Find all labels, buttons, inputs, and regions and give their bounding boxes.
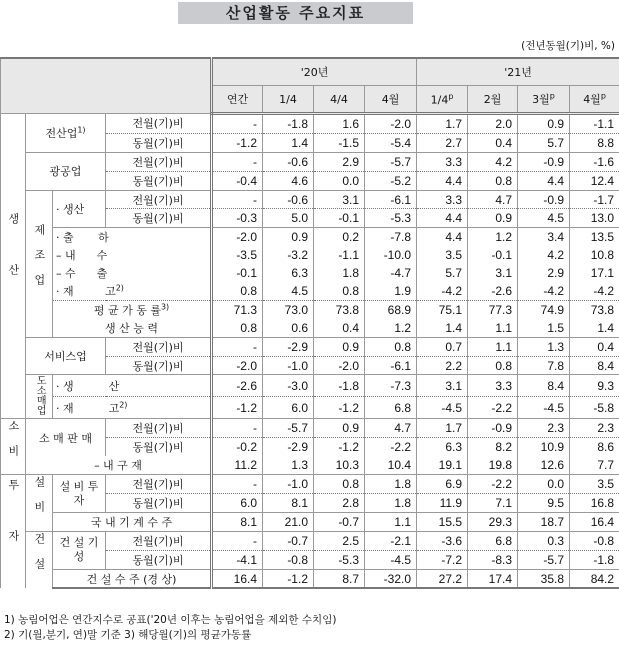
value-cell: 0.0 <box>314 171 365 190</box>
value-cell: 16.4 <box>212 569 263 588</box>
label-mom: 전월(기)비 <box>106 190 212 209</box>
value-cell: 1.7 <box>417 419 468 438</box>
label-yoy: 동월(기)비 <box>106 171 212 190</box>
value-cell: 4.4 <box>417 171 468 190</box>
value-cell: 4.4 <box>518 171 570 190</box>
value-cell: 4.7 <box>365 419 417 438</box>
value-cell: -6.1 <box>365 190 417 209</box>
value-cell: 1.8 <box>365 494 417 513</box>
value-cell: 0.6 <box>263 319 314 337</box>
value-cell: 0.9 <box>314 337 365 356</box>
value-cell: 8.6 <box>570 438 619 456</box>
table-row <box>1 152 619 171</box>
value-cell: 35.8 <box>518 569 570 588</box>
value-cell: 1.4 <box>263 133 314 152</box>
value-cell: -7.3 <box>365 375 417 397</box>
value-cell: -0.1 <box>468 246 518 264</box>
label-utilization: 평 균 가 동 률$^{3)}$ <box>53 300 212 318</box>
label-mining-manufacturing: 광공업 <box>26 152 106 190</box>
label-all-industry: 전산업$^{1)}$ <box>26 114 106 153</box>
value-cell: -0.9 <box>518 190 570 209</box>
value-cell: -0.1 <box>314 209 365 228</box>
label-wholesale-retail: 도소매업 <box>26 375 53 419</box>
value-cell: 0.7 <box>417 337 468 356</box>
column-header: 4월$^p$ <box>570 86 619 114</box>
value-cell: -3.6 <box>417 531 468 550</box>
label-facility: 설비 <box>26 475 53 532</box>
value-cell: 5.7 <box>518 133 570 152</box>
value-cell: 0.8 <box>468 356 518 375</box>
value-cell: -2.0 <box>365 114 417 134</box>
value-cell: 1.7 <box>417 114 468 134</box>
value-cell: 4.2 <box>468 152 518 171</box>
label-export: – 수 출 <box>53 264 212 282</box>
value-cell: 6.3 <box>263 264 314 282</box>
header-year-2021: '21년 <box>417 58 619 86</box>
value-cell: 2.8 <box>314 494 365 513</box>
value-cell: 1.8 <box>314 264 365 282</box>
label-yoy: 동월(기)비 <box>106 494 212 513</box>
table-row <box>1 419 619 438</box>
value-cell: 0.8 <box>212 282 263 300</box>
table-row <box>1 512 619 531</box>
column-header: 1/4$^p$ <box>417 86 468 114</box>
value-cell: -32.0 <box>365 569 417 588</box>
value-cell: 9.3 <box>570 375 619 397</box>
value-cell: -1.1 <box>314 246 365 264</box>
value-cell: -1.8 <box>570 550 619 569</box>
value-cell: 8.4 <box>518 375 570 397</box>
table-row <box>1 282 619 300</box>
value-cell: 5.0 <box>263 209 314 228</box>
value-cell: 19.8 <box>468 456 518 474</box>
label-mom: 전월(기)비 <box>106 419 212 438</box>
label-wr-inventory: · 재 고$^{2)}$ <box>53 397 212 419</box>
unit-label: (전년동월(기)비, %) <box>521 40 615 52</box>
value-cell: -4.1 <box>212 550 263 569</box>
value-cell: 1.4 <box>417 319 468 337</box>
value-cell: 7.1 <box>468 494 518 513</box>
label-retail-sales: 소 매 판 매 <box>26 419 106 456</box>
value-cell: 75.1 <box>417 300 468 318</box>
value-cell: 8.1 <box>263 494 314 513</box>
value-cell: 0.9 <box>314 419 365 438</box>
value-cell: -6.1 <box>365 356 417 375</box>
value-cell: 3.5 <box>570 475 619 494</box>
value-cell: 11.9 <box>417 494 468 513</box>
value-cell: 2.2 <box>417 356 468 375</box>
value-cell: 0.8 <box>314 282 365 300</box>
value-cell: 0.0 <box>518 475 570 494</box>
value-cell: 77.3 <box>468 300 518 318</box>
value-cell: 3.3 <box>417 190 468 209</box>
value-cell: 1.1 <box>365 512 417 531</box>
value-cell: 0.4 <box>314 319 365 337</box>
table-row <box>1 228 619 246</box>
table-row <box>1 456 619 474</box>
label-domestic: – 내 수 <box>53 246 212 264</box>
page-title: 산업활동 주요지표 <box>178 2 413 24</box>
value-cell: 5.7 <box>417 264 468 282</box>
value-cell: -0.4 <box>212 171 263 190</box>
table-row <box>1 246 619 264</box>
value-cell: -4.2 <box>518 282 570 300</box>
value-cell: -4.7 <box>365 264 417 282</box>
value-cell: 73.8 <box>314 300 365 318</box>
value-cell: 1.2 <box>365 319 417 337</box>
value-cell: -5.3 <box>314 550 365 569</box>
value-cell: 0.9 <box>263 228 314 246</box>
value-cell: 2.0 <box>468 114 518 134</box>
value-cell: -1.8 <box>263 114 314 134</box>
value-cell: 1.8 <box>365 475 417 494</box>
label-construction: 건설 <box>26 531 53 588</box>
value-cell: -1.8 <box>314 375 365 397</box>
value-cell: -1.6 <box>570 152 619 171</box>
value-cell: 4.6 <box>263 171 314 190</box>
value-cell: -4.5 <box>365 550 417 569</box>
label-machinery-orders: 국 내 기 계 수 주 <box>53 512 212 531</box>
value-cell: 3.4 <box>518 228 570 246</box>
value-cell: 3.1 <box>468 264 518 282</box>
value-cell: - <box>212 531 263 550</box>
value-cell: 1.1 <box>468 319 518 337</box>
value-cell: 0.8 <box>468 171 518 190</box>
value-cell: 4.5 <box>263 282 314 300</box>
value-cell: -5.4 <box>365 133 417 152</box>
value-cell: 0.4 <box>570 337 619 356</box>
table-row <box>1 375 619 397</box>
label-construction-completed: 건 설 기 성 <box>53 531 106 569</box>
value-cell: - <box>212 419 263 438</box>
table-row <box>1 475 619 494</box>
value-cell: 1.3 <box>518 337 570 356</box>
value-cell: 3.3 <box>417 152 468 171</box>
label-yoy: 동월(기)비 <box>106 438 212 456</box>
value-cell: 1.3 <box>263 456 314 474</box>
value-cell: 4.2 <box>518 246 570 264</box>
value-cell: -8.3 <box>468 550 518 569</box>
value-cell: -1.2 <box>263 569 314 588</box>
value-cell: -2.0 <box>212 356 263 375</box>
label-manufacturing: 제조업 <box>26 190 53 337</box>
value-cell: -5.7 <box>365 152 417 171</box>
label-mfg-production: · 생산 <box>53 190 106 228</box>
value-cell: -0.8 <box>263 550 314 569</box>
value-cell: -1.0 <box>263 475 314 494</box>
value-cell: 1.1 <box>468 337 518 356</box>
value-cell: - <box>212 114 263 134</box>
footnote-2: 2) 기(월,분기, 연)말 기준 3) 해당월(기)의 평균가동률 <box>4 629 252 641</box>
value-cell: 6.3 <box>417 438 468 456</box>
value-cell: 1.4 <box>570 319 619 337</box>
value-cell: -5.8 <box>570 397 619 419</box>
label-mom: 전월(기)비 <box>106 114 212 134</box>
value-cell: 6.8 <box>365 397 417 419</box>
value-cell: 3.1 <box>417 375 468 397</box>
table-row <box>1 531 619 550</box>
value-cell: 4.7 <box>468 190 518 209</box>
value-cell: -0.9 <box>518 152 570 171</box>
value-cell: 10.9 <box>518 438 570 456</box>
column-header: 4월 <box>365 86 417 114</box>
indicators-table <box>0 57 619 589</box>
value-cell: -2.2 <box>365 438 417 456</box>
column-header: 1/4 <box>263 86 314 114</box>
value-cell: 6.0 <box>212 494 263 513</box>
value-cell: 3.5 <box>417 246 468 264</box>
value-cell: -0.7 <box>314 512 365 531</box>
value-cell: 7.7 <box>570 456 619 474</box>
value-cell: 0.9 <box>518 114 570 134</box>
value-cell: -5.7 <box>518 550 570 569</box>
value-cell: -2.1 <box>365 531 417 550</box>
table-row <box>1 114 619 134</box>
value-cell: -2.2 <box>468 397 518 419</box>
value-cell: 1.5 <box>518 319 570 337</box>
value-cell: -1.5 <box>314 133 365 152</box>
table-row <box>1 190 619 209</box>
value-cell: 2.3 <box>570 419 619 438</box>
label-inventory: · 재 고$^{2)}$ <box>53 282 212 300</box>
value-cell: - <box>212 152 263 171</box>
label-shipment: · 출 하 <box>53 228 212 246</box>
value-cell: 2.7 <box>417 133 468 152</box>
value-cell: -3.2 <box>263 246 314 264</box>
value-cell: 0.8 <box>314 475 365 494</box>
value-cell: 4.4 <box>417 228 468 246</box>
value-cell: 19.1 <box>417 456 468 474</box>
value-cell: 71.3 <box>212 300 263 318</box>
value-cell: 8.1 <box>212 512 263 531</box>
value-cell: -7.2 <box>417 550 468 569</box>
value-cell: -0.9 <box>468 419 518 438</box>
value-cell: -1.2 <box>212 397 263 419</box>
value-cell: 13.0 <box>570 209 619 228</box>
value-cell: -0.3 <box>212 209 263 228</box>
value-cell: 11.2 <box>212 456 263 474</box>
label-yoy: 동월(기)비 <box>106 550 212 569</box>
value-cell: 2.9 <box>518 264 570 282</box>
value-cell: -5.3 <box>365 209 417 228</box>
value-cell: 68.9 <box>365 300 417 318</box>
value-cell: 0.9 <box>468 209 518 228</box>
value-cell: -1.1 <box>570 114 619 134</box>
value-cell: -0.2 <box>212 438 263 456</box>
column-header: 4/4 <box>314 86 365 114</box>
value-cell: -2.0 <box>314 356 365 375</box>
value-cell: 17.1 <box>570 264 619 282</box>
value-cell: 16.4 <box>570 512 619 531</box>
label-facility-investment: 설 비 투 자 <box>53 475 106 513</box>
value-cell: 10.4 <box>365 456 417 474</box>
column-header: 2월 <box>468 86 518 114</box>
value-cell: 73.0 <box>263 300 314 318</box>
value-cell: -0.7 <box>263 531 314 550</box>
value-cell: -2.6 <box>468 282 518 300</box>
value-cell: 17.4 <box>468 569 518 588</box>
value-cell: 84.2 <box>570 569 619 588</box>
value-cell: 21.0 <box>263 512 314 531</box>
value-cell: -4.5 <box>518 397 570 419</box>
value-cell: 4.5 <box>518 209 570 228</box>
value-cell: -1.7 <box>570 190 619 209</box>
value-cell: 12.6 <box>518 456 570 474</box>
value-cell: 0.8 <box>365 337 417 356</box>
value-cell: 74.9 <box>518 300 570 318</box>
label-mom: 전월(기)비 <box>106 531 212 550</box>
value-cell: -0.6 <box>263 190 314 209</box>
header-blank <box>1 58 212 114</box>
value-cell: 8.7 <box>314 569 365 588</box>
value-cell: -3.0 <box>263 375 314 397</box>
value-cell: 13.5 <box>570 228 619 246</box>
value-cell: 1.9 <box>365 282 417 300</box>
value-cell: -0.8 <box>570 531 619 550</box>
value-cell: 0.2 <box>314 228 365 246</box>
label-construction-orders: 건 설 수 주 (경 상) <box>53 569 212 588</box>
label-mom: 전월(기)비 <box>106 337 212 356</box>
label-yoy: 동월(기)비 <box>106 133 212 152</box>
column-header: 3월$^p$ <box>518 86 570 114</box>
value-cell: 3.1 <box>314 190 365 209</box>
value-cell: 0.8 <box>212 319 263 337</box>
value-cell: 10.8 <box>570 246 619 264</box>
table-row <box>1 300 619 318</box>
label-mom: 전월(기)비 <box>106 475 212 494</box>
value-cell: 4.4 <box>417 209 468 228</box>
value-cell: 7.8 <box>518 356 570 375</box>
value-cell: -2.2 <box>468 475 518 494</box>
value-cell: 8.4 <box>570 356 619 375</box>
value-cell: -0.1 <box>212 264 263 282</box>
value-cell: 3.3 <box>468 375 518 397</box>
value-cell: 6.0 <box>263 397 314 419</box>
value-cell: 0.4 <box>468 133 518 152</box>
column-header: 연간 <box>212 86 263 114</box>
value-cell: 0.3 <box>518 531 570 550</box>
value-cell: 16.8 <box>570 494 619 513</box>
value-cell: 10.3 <box>314 456 365 474</box>
group-investment: 투자 <box>1 475 26 589</box>
value-cell: 1.2 <box>468 228 518 246</box>
value-cell: -5.2 <box>365 171 417 190</box>
value-cell: -5.7 <box>263 419 314 438</box>
value-cell: 2.3 <box>518 419 570 438</box>
value-cell: -4.5 <box>417 397 468 419</box>
value-cell: 73.8 <box>570 300 619 318</box>
value-cell: 2.9 <box>314 152 365 171</box>
header-year-2020: '20년 <box>212 58 417 86</box>
label-wr-production: · 생 산 <box>53 375 212 397</box>
table-row <box>1 397 619 419</box>
table-row <box>1 337 619 356</box>
value-cell: -4.2 <box>570 282 619 300</box>
value-cell: -1.2 <box>314 438 365 456</box>
value-cell: -1.2 <box>314 397 365 419</box>
value-cell: 27.2 <box>417 569 468 588</box>
value-cell: 9.5 <box>518 494 570 513</box>
value-cell: -0.6 <box>263 152 314 171</box>
value-cell: 18.7 <box>518 512 570 531</box>
value-cell: -10.0 <box>365 246 417 264</box>
table-row <box>1 319 619 337</box>
label-durable-goods: – 내 구 재 <box>26 456 212 474</box>
value-cell: -1.0 <box>263 356 314 375</box>
value-cell: - <box>212 337 263 356</box>
value-cell: 2.5 <box>314 531 365 550</box>
group-consumption: 소비 <box>1 419 26 475</box>
table-row <box>1 264 619 282</box>
label-capacity: 생 산 능 력 <box>53 319 212 337</box>
label-services: 서비스업 <box>26 337 106 375</box>
value-cell: -2.6 <box>212 375 263 397</box>
value-cell: 6.8 <box>468 531 518 550</box>
value-cell: 6.9 <box>417 475 468 494</box>
value-cell: 29.3 <box>468 512 518 531</box>
value-cell: - <box>212 475 263 494</box>
label-mom: 전월(기)비 <box>106 152 212 171</box>
label-yoy: 동월(기)비 <box>106 356 212 375</box>
value-cell: -2.9 <box>263 337 314 356</box>
value-cell: -2.9 <box>263 438 314 456</box>
value-cell: 8.8 <box>570 133 619 152</box>
footnote-1: 1) 농림어업은 연간지수로 공표('20년 이후는 농림어업을 제외한 수치임) <box>4 614 337 626</box>
group-production: 생산 <box>1 114 26 419</box>
value-cell: -7.8 <box>365 228 417 246</box>
value-cell: 8.2 <box>468 438 518 456</box>
table-row <box>1 569 619 588</box>
value-cell: -2.0 <box>212 228 263 246</box>
value-cell: -3.5 <box>212 246 263 264</box>
value-cell: 1.6 <box>314 114 365 134</box>
label-yoy: 동월(기)비 <box>106 209 212 228</box>
value-cell: - <box>212 190 263 209</box>
value-cell: 15.5 <box>417 512 468 531</box>
value-cell: -1.2 <box>212 133 263 152</box>
value-cell: -4.2 <box>417 282 468 300</box>
value-cell: 12.4 <box>570 171 619 190</box>
